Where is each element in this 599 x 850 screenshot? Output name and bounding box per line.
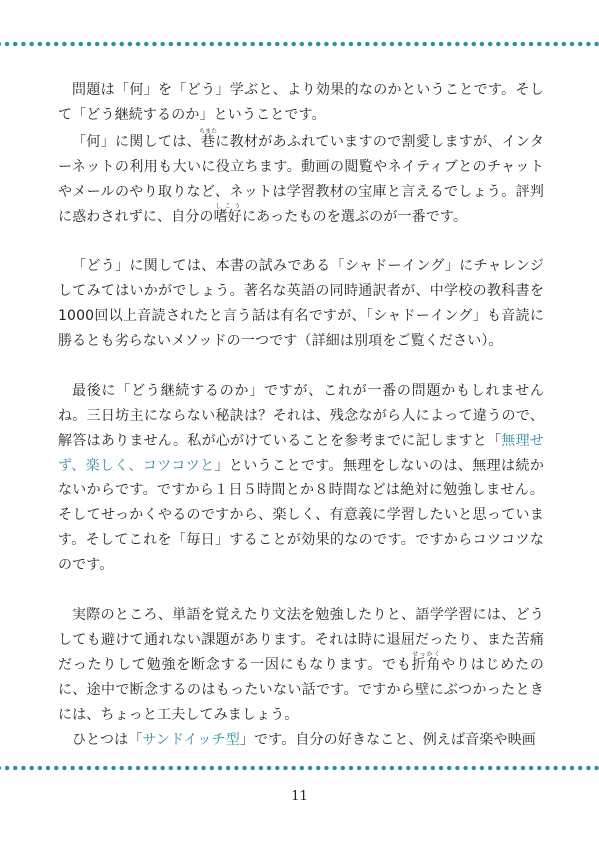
paragraph-text: 「何」に関しては、 (72, 133, 201, 150)
paragraph-text: 」です。自分の好きなこと、例えば音楽や映画 (239, 731, 536, 748)
paragraph-what (58, 128, 544, 230)
ruby-reading: ちまた (199, 127, 218, 135)
ruby-base: 折角 (411, 656, 442, 673)
bottom-dotted-rule (0, 765, 599, 771)
highlight-motto: 無理せず、楽しく、コツコツと (58, 432, 544, 474)
paragraph-text: やりはじめたのに、途中で断念するのはもったいない話です。ですから壁にぶつかったときには、ちょっと工夫してみましょう。 (58, 656, 544, 723)
paragraph-text: 」ということです。無理をしないのは、無理は続かないからです。ですから１日５時間とか８時間などは絶対に勉強しません。そしてせっかくやるのですから、楽しく、有意義に学習したいと思っています。そしてこれを「毎日」することが効果的なのです。ですからコツコツなのです。 (58, 457, 544, 574)
paragraph-text: にあったものを選ぶのが一番です。 (241, 208, 468, 225)
top-dotted-rule (0, 41, 599, 47)
ruby-sekkaku (411, 650, 442, 673)
paragraph-text: 「どう」に関しては、本書の試みである「シャドーイング」にチャレンジしてみてはいかがでしょう。著名な英語の同時通訳者が、中学校の教科書を1000回以上音読されたと言う話は有名ですが、「シャドーイング」も音読に勝るとも劣らないメソッドの一つです（詳細は別項をご覧ください）。 (58, 258, 544, 350)
paragraph-gap (58, 578, 544, 603)
paragraph-text: 問題は「何」を「どう」学ぶと、より効果的なのかということです。そして「どう継続するのか」ということです。 (58, 82, 544, 123)
paragraph-text: に教材があふれていますので割愛しますが、インターネットの利用も大いに役立ちます。動画の閲覧やネイティブとのチャットやメールのやり取りなど、ネットは学習教材の宝庫と言えるでしょう。評判に惑わされずに、自分の (58, 133, 544, 225)
paragraph-text: 実際のところ、単語を覚えたり文法を勉強したりと、語学学習には、どうしても避けて通れない課題があります。それは時に退屈だったり、また苦痛だったりして勉強を断念する一因にもなります。でも (58, 606, 544, 673)
page-number: 11 (291, 789, 308, 804)
ruby-base: 嗜好 (213, 208, 242, 225)
paragraph-continue (58, 379, 544, 578)
paragraph-text: 最後に「どう継続するのか」ですが、これが一番の問題かもしれませんね。三日坊主にならない秘訣は？それは、残念ながら人によって違うので、解答はありません。私が心がけていることを参考までに記しますと「 (58, 382, 544, 449)
ruby-shikou (213, 202, 242, 225)
ruby-reading: せっかく (411, 650, 441, 658)
paragraph-gap (58, 229, 544, 254)
paragraph-reality (58, 603, 544, 728)
paragraph-gap (58, 354, 544, 379)
ruby-chimata (199, 127, 218, 150)
paragraph-how (58, 254, 544, 354)
ruby-reading: しこう (213, 202, 242, 210)
paragraph-what-how (58, 78, 544, 128)
ruby-base: 巷 (199, 133, 217, 150)
highlight-sandwich: サンドイッチ型 (142, 731, 240, 748)
paragraph-sandwich (58, 728, 544, 753)
paragraph-text: ひとつは「 (72, 731, 143, 748)
page-body (58, 78, 544, 752)
